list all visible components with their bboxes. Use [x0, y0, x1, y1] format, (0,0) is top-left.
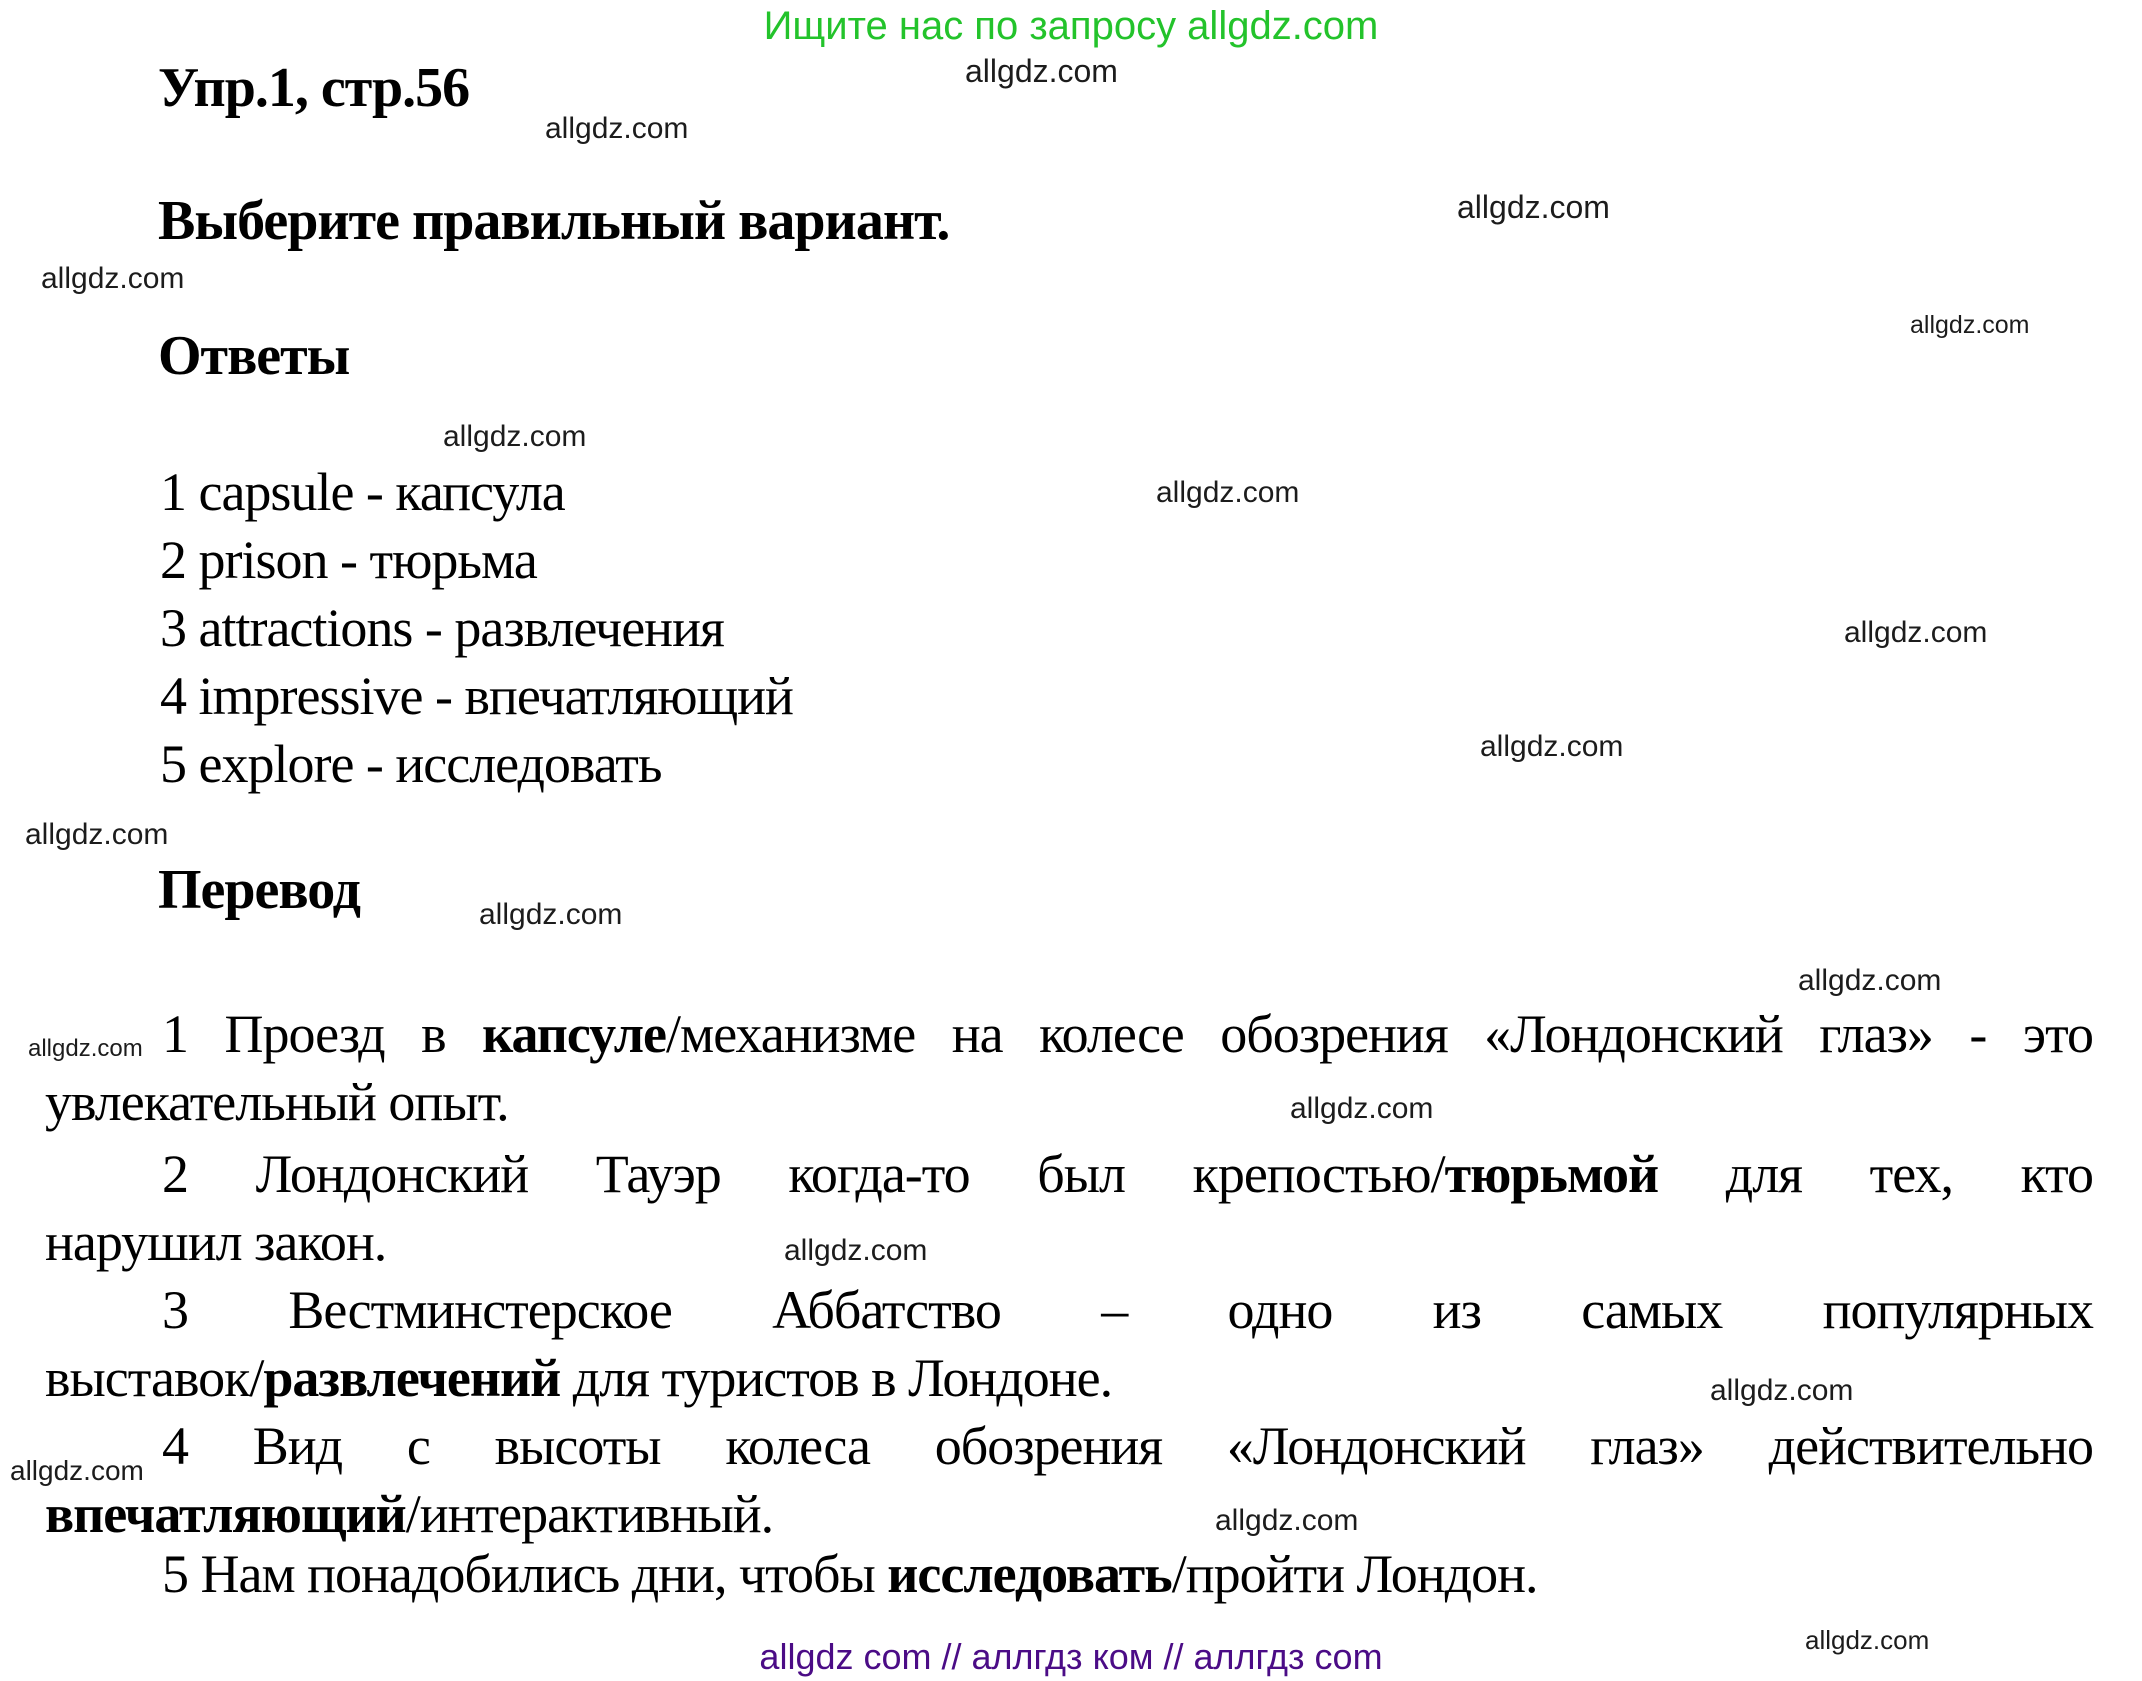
translation-line: нарушил закон.	[45, 1212, 387, 1272]
watermark-allgdz: allgdz.com	[784, 1234, 928, 1267]
watermark-allgdz: allgdz.com	[1844, 616, 1988, 649]
watermark-allgdz: allgdz.com	[10, 1455, 144, 1486]
translation-line: увлекательный опыт.	[45, 1072, 509, 1132]
promo-bottom-banner: allgdz com // аллгдз ком // аллгдз com	[759, 1636, 1383, 1677]
promo-top-banner: Ищите нас по запросу allgdz.com	[763, 4, 1379, 48]
translation-line: 4 Вид с высоты колеса обозрения «Лондонский глаз» действительно	[162, 1416, 2093, 1476]
translation-heading: Перевод	[158, 859, 360, 921]
translation-line: 2 Лондонский Тауэр когда-то был крепостью/тюрьмой для тех, кто	[162, 1144, 2094, 1204]
watermark-allgdz: allgdz.com	[1457, 189, 1610, 225]
watermark-allgdz: allgdz.com	[965, 53, 1118, 89]
translation-line: 3 Вестминстерское Аббатство – одно из самых популярных	[162, 1280, 2093, 1340]
watermark-allgdz: allgdz.com	[1156, 476, 1300, 509]
answer-item: 1 capsule - капсула	[160, 462, 565, 522]
answer-item: 2 prison - тюрьма	[160, 530, 537, 590]
answer-item: 3 attractions - развлечения	[160, 598, 724, 658]
translation-paragraph-1	[45, 1000, 2093, 1136]
watermark-allgdz: allgdz.com	[443, 420, 587, 453]
watermark-allgdz: allgdz.com	[1710, 1374, 1854, 1407]
watermark-allgdz: allgdz.com	[28, 1035, 143, 1062]
answer-item: 4 impressive - впечатляющий	[160, 666, 793, 726]
watermark-allgdz: allgdz.com	[1798, 964, 1942, 997]
translation-paragraph-5	[45, 1540, 2093, 1608]
translation-paragraph-4	[45, 1412, 2093, 1548]
translation-line: впечатляющий/интерактивный.	[45, 1484, 774, 1544]
translation-paragraph-3	[45, 1276, 2093, 1412]
watermark-allgdz: allgdz.com	[1480, 730, 1624, 763]
exercise-title: Упр.1, стр.56	[158, 57, 470, 119]
watermark-allgdz: allgdz.com	[41, 262, 185, 295]
translation-line: 5 Нам понадобились дни, чтобы исследовать/пройти Лондон.	[162, 1544, 1538, 1604]
task-heading: Выберите правильный вариант.	[158, 190, 950, 252]
watermark-allgdz: allgdz.com	[1290, 1092, 1434, 1125]
watermark-allgdz: allgdz.com	[1805, 1625, 1930, 1655]
translation-line: 1 Проезд в капсуле/механизме на колесе обозрения «Лондонский глаз» - это	[162, 1004, 2093, 1064]
watermark-allgdz: allgdz.com	[545, 112, 689, 145]
watermark-allgdz: allgdz.com	[25, 818, 169, 851]
watermark-allgdz: allgdz.com	[1215, 1504, 1359, 1537]
answer-item: 5 explore - исследовать	[160, 734, 662, 794]
answers-heading: Ответы	[158, 325, 350, 387]
answers-list	[160, 458, 793, 798]
watermark-allgdz: allgdz.com	[1910, 311, 2030, 339]
translation-paragraph-2	[45, 1140, 2093, 1276]
watermark-allgdz: allgdz.com	[479, 898, 623, 931]
translation-line: выставок/развлечений для туристов в Лондоне.	[45, 1348, 1113, 1408]
